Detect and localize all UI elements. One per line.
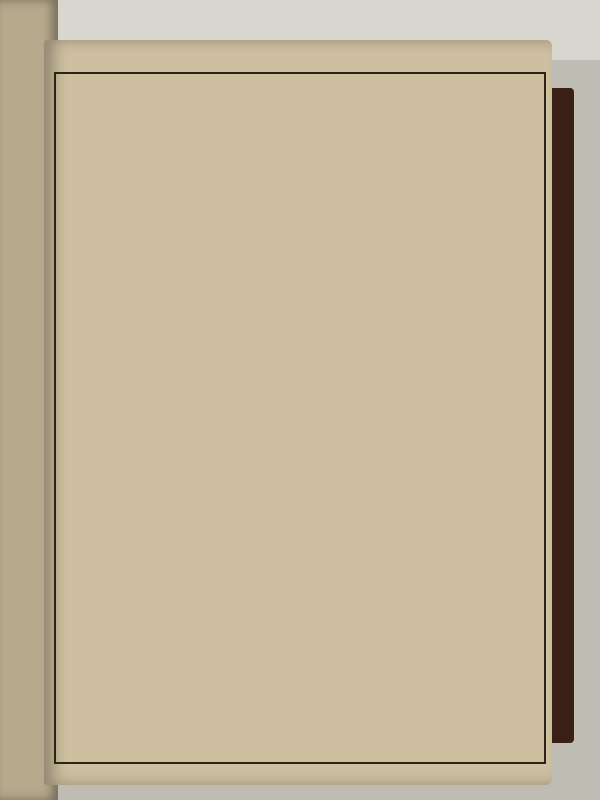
bills-of-mortality-table (54, 72, 546, 764)
bill-page (44, 40, 552, 785)
